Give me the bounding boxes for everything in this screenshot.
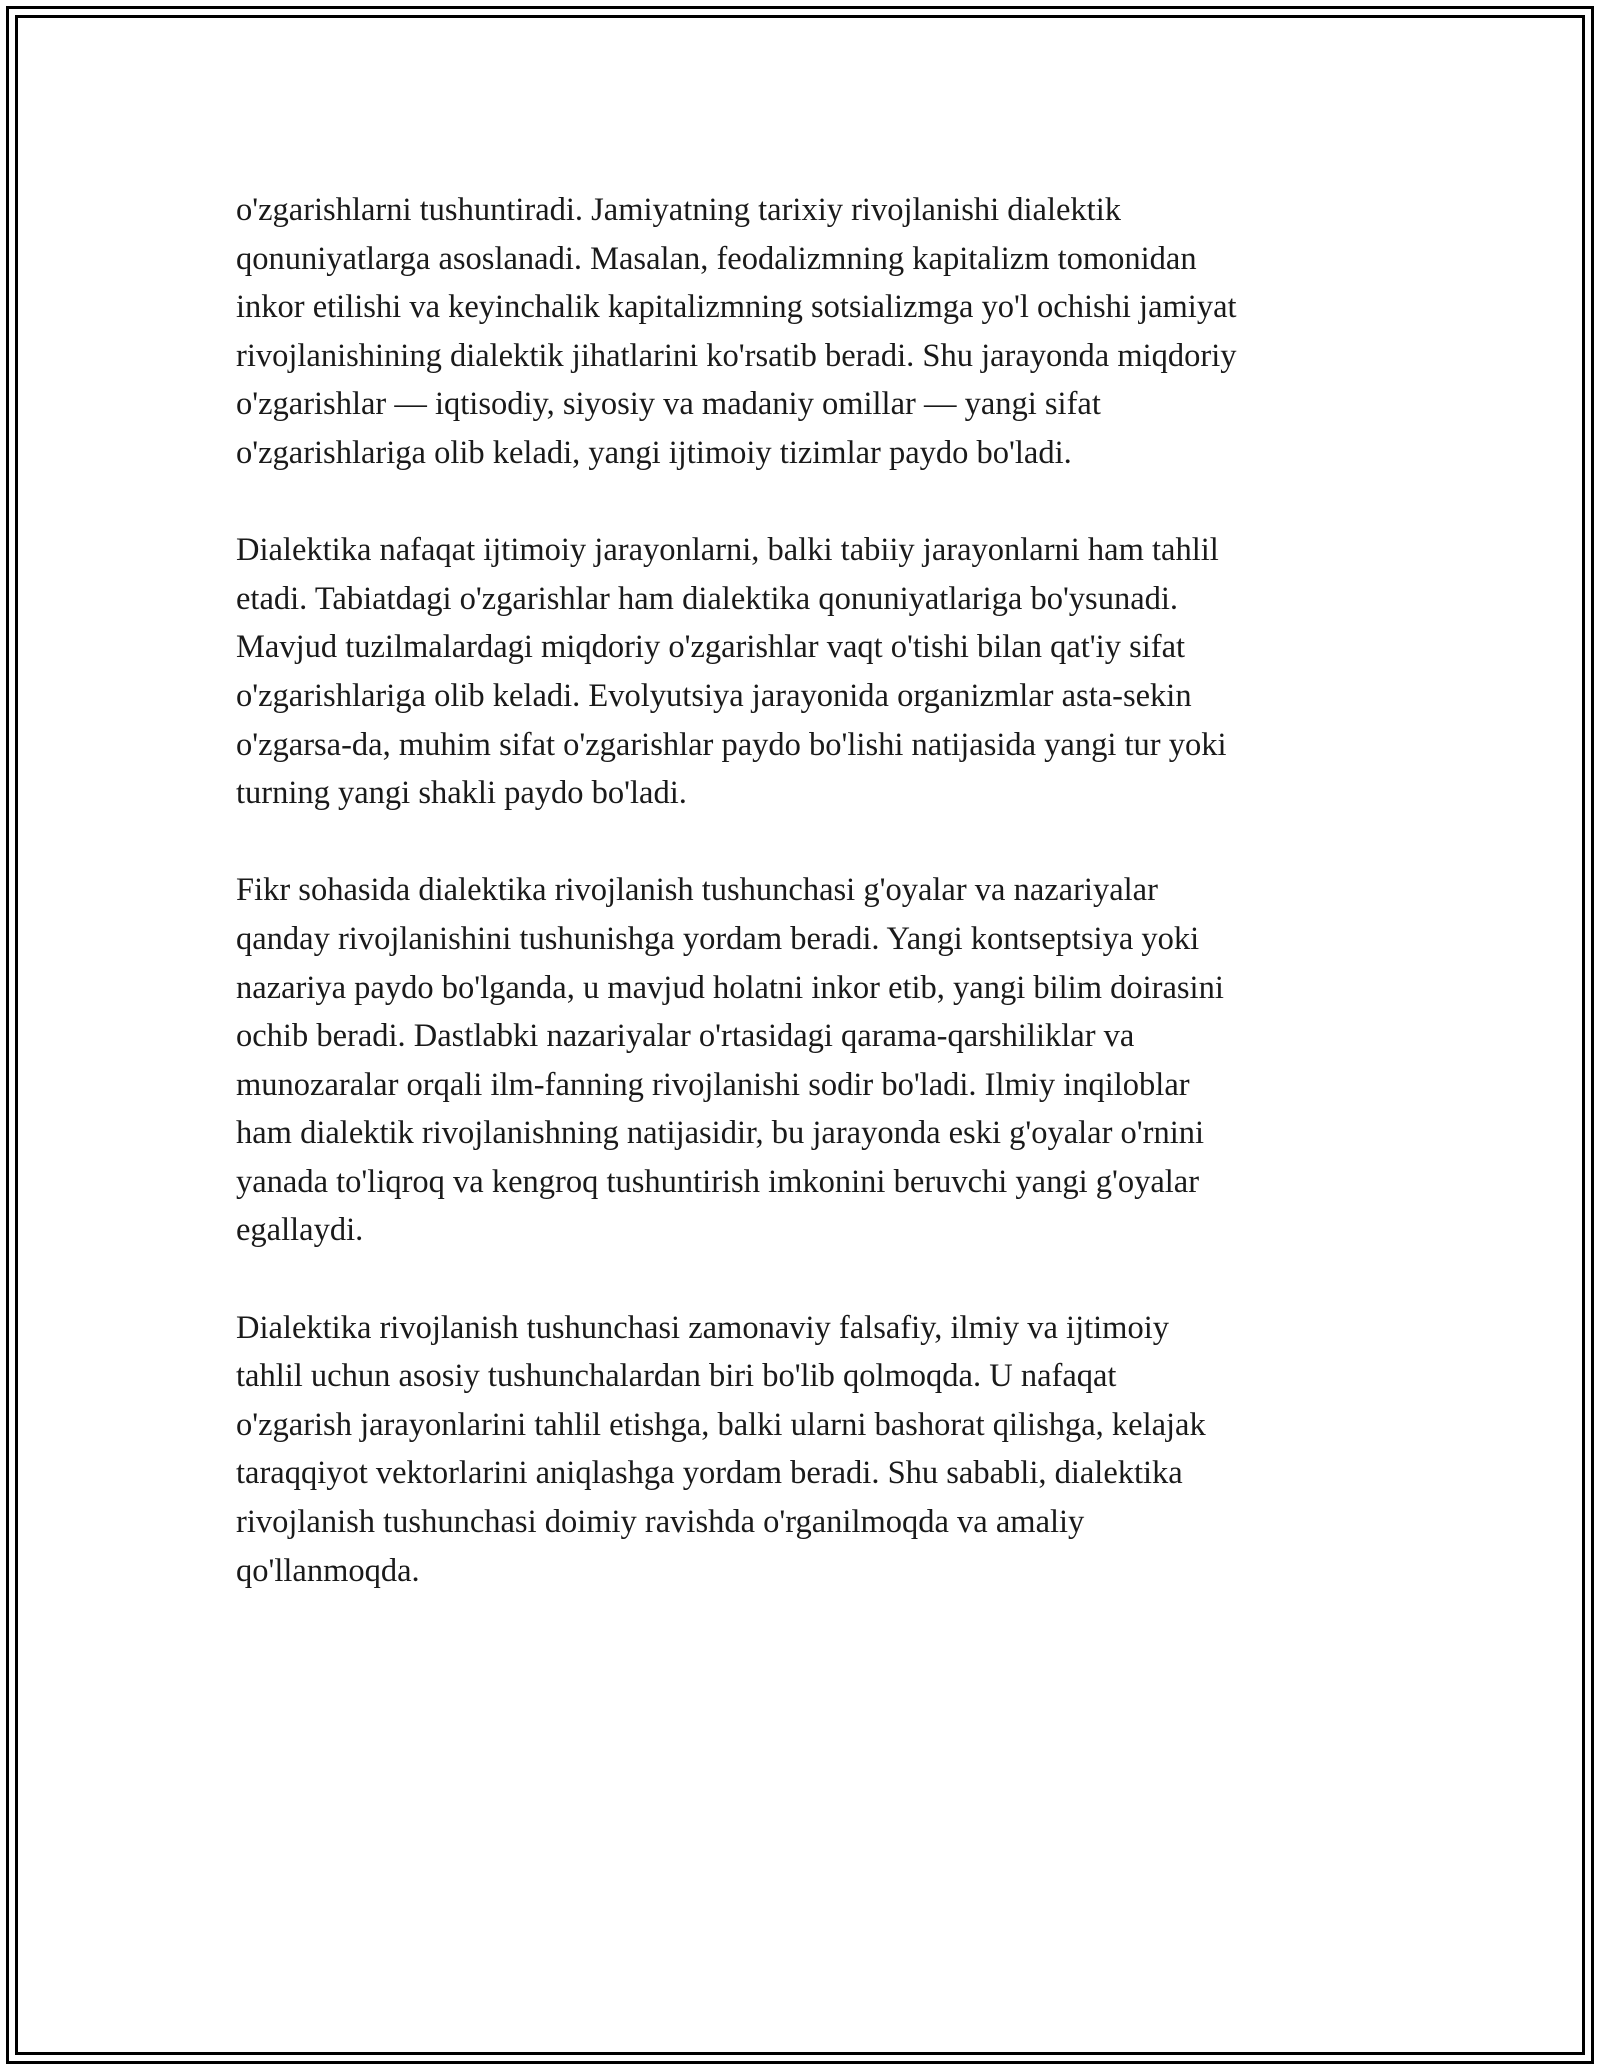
text-line: Fikr sohasida dialektika rivojlanish tushunchasi g'oyalar va nazariyalar xyxy=(236,872,1158,909)
text-line: nazariya paydo bo'lganda, u mavjud holatni inkor etib, yangi bilim doirasini xyxy=(236,969,1224,1006)
text-line: rivojlanish tushunchasi doimiy ravishda o'rganilmoqda va amaliy xyxy=(236,1504,1085,1541)
text-line: qanday rivojlanishini tushunishga yordam beradi. Yangi kontseptsiya yoki xyxy=(236,920,1200,957)
paragraph-4 xyxy=(236,1304,1370,1596)
text-line: Mavjud tuzilmalardagi miqdoriy o'zgarishlar vaqt o'tishi bilan qat'iy sifat xyxy=(236,629,1186,666)
text-line: qonuniyatlarga asoslanadi. Masalan, feodalizmning kapitalizm tomonidan xyxy=(236,240,1197,277)
text-line: munozaralar orqali ilm-fanning rivojlanishi sodir bo'ladi. Ilmiy inqiloblar xyxy=(236,1066,1190,1103)
text-line: Dialektika nafaqat ijtimoiy jarayonlarni, balki tabiiy jarayonlarni ham tahlil xyxy=(236,532,1219,569)
paragraph-2 xyxy=(236,526,1370,818)
paragraph-3 xyxy=(236,866,1370,1255)
text-line: etadi. Tabiatdagi o'zgarishlar ham dialektika qonuniyatlariga bo'ysunadi. xyxy=(236,580,1179,617)
text-line: inkor etilishi va keyinchalik kapitalizmning sotsializmga yo'l ochishi jamiyat xyxy=(236,289,1237,326)
text-line: rivojlanishining dialektik jihatlarini ko'rsatib beradi. Shu jarayonda miqdoriy xyxy=(236,337,1237,374)
text-line: ochib beradi. Dastlabki nazariyalar o'rtasidagi qarama-qarshiliklar va xyxy=(236,1018,1135,1055)
text-line: Dialektika rivojlanish tushunchasi zamonaviy falsafiy, ilmiy va ijtimoiy xyxy=(236,1309,1169,1346)
text-line: yanada to'liqroq va kengroq tushuntirish imkonini beruvchi yangi g'oyalar xyxy=(236,1163,1200,1200)
text-line: egallaydi. xyxy=(236,1212,364,1249)
text-line: o'zgarishlariga olib keladi, yangi ijtimoiy tizimlar paydo bo'ladi. xyxy=(236,434,1072,471)
text-line: tahlil uchun asosiy tushunchalardan biri bo'lib qolmoqda. U nafaqat xyxy=(236,1358,1117,1395)
document-body xyxy=(236,186,1370,1595)
text-line: o'zgarishlar — iqtisodiy, siyosiy va madaniy omillar — yangi sifat xyxy=(236,386,1101,423)
text-line: turning yangi shakli paydo bo'ladi. xyxy=(236,775,687,812)
text-line: o'zgarishlariga olib keladi. Evolyutsiya jarayonida organizmlar asta-sekin xyxy=(236,677,1192,714)
text-line: qo'llanmoqda. xyxy=(236,1552,420,1589)
text-line: ham dialektik rivojlanishning natijasidir, bu jarayonda eski g'oyalar o'rnini xyxy=(236,1115,1205,1152)
text-line: o'zgarishlarni tushuntiradi. Jamiyatning tarixiy rivojlanishi dialektik xyxy=(236,192,1121,228)
text-line: o'zgarsa-da, muhim sifat o'zgarishlar paydo bo'lishi natijasida yangi tur yoki xyxy=(236,726,1227,763)
text-line: taraqqiyot vektorlarini aniqlashga yordam beradi. Shu sababli, dialektika xyxy=(236,1455,1183,1492)
text-line: o'zgarish jarayonlarini tahlil etishga, balki ularni bashorat qilishga, kelajak xyxy=(236,1406,1206,1443)
paragraph-1 xyxy=(236,186,1370,478)
